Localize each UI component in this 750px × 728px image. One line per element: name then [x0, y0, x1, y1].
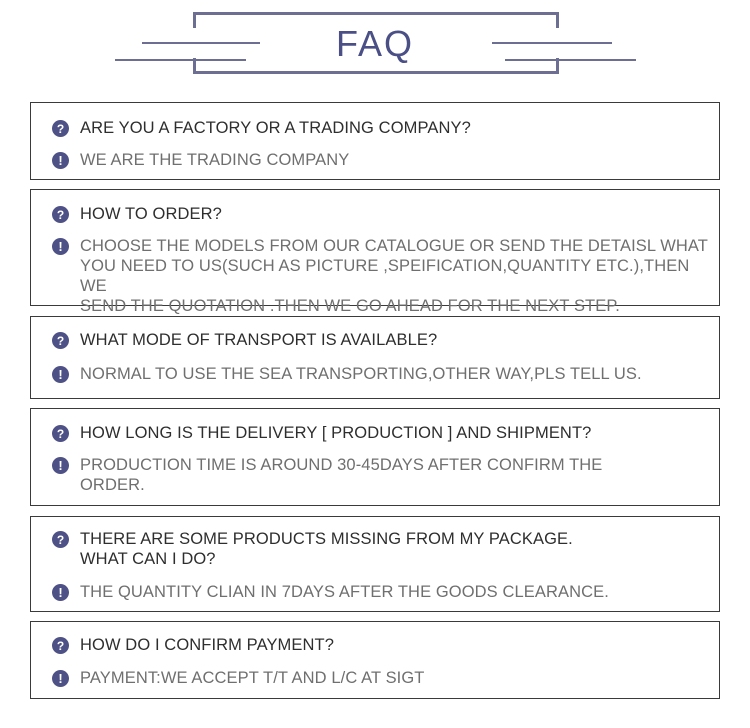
faq-question-row — [52, 529, 573, 569]
exclamation-circle-icon: ! — [52, 670, 69, 687]
faq-question-line: WHAT CAN I DO? — [80, 550, 216, 568]
faq-answer: THE QUANTITY CLIAN IN 7DAYS AFTER THE GOODS CLEARANCE. — [80, 583, 609, 601]
faq-answer-line: ORDER. — [80, 476, 145, 494]
faq-answer — [80, 236, 719, 316]
faq-question: WHAT MODE OF TRANSPORT IS AVAILABLE? — [80, 331, 438, 349]
faq-question-row — [52, 330, 437, 350]
faq-item-5 — [30, 516, 720, 612]
faq-question-row — [52, 118, 471, 138]
question-circle-icon: ? — [52, 120, 69, 137]
faq-answer-row — [52, 668, 424, 688]
faq-question — [80, 529, 573, 569]
faq-question-line: THERE ARE SOME PRODUCTS MISSING FROM MY PACKAGE. — [80, 530, 573, 548]
faq-question-row — [52, 204, 222, 224]
faq-answer: NORMAL TO USE THE SEA TRANSPORTING,OTHER WAY,PLS TELL US. — [80, 365, 642, 383]
exclamation-circle-icon: ! — [52, 238, 69, 255]
faq-question: HOW TO ORDER? — [80, 205, 222, 223]
faq-answer-row — [52, 582, 609, 602]
faq-answer-line: YOU NEED TO US(SUCH AS PICTURE ,SPEIFICATION,QUANTITY ETC.),THEN WE — [80, 257, 690, 295]
faq-answer-line: CHOOSE THE MODELS FROM OUR CATALOGUE OR SEND THE DETAISL WHAT — [80, 237, 708, 255]
faq-question: HOW DO I CONFIRM PAYMENT? — [80, 636, 334, 654]
page-title: FAQ — [335, 23, 415, 64]
faq-header — [0, 0, 750, 90]
question-circle-icon: ? — [52, 637, 69, 654]
faq-item-3 — [30, 316, 720, 399]
faq-item-4 — [30, 408, 720, 506]
exclamation-circle-icon: ! — [52, 457, 69, 474]
exclamation-circle-icon: ! — [52, 152, 69, 169]
faq-item-6 — [30, 621, 720, 699]
faq-answer: PAYMENT:WE ACCEPT T/T AND L/C AT SIGT — [80, 669, 425, 687]
faq-answer-row — [52, 236, 719, 316]
question-circle-icon: ? — [52, 531, 69, 548]
faq-question-row — [52, 635, 334, 655]
faq-question: HOW LONG IS THE DELIVERY [ PRODUCTION ] AND SHIPMENT? — [80, 424, 592, 442]
faq-question-row — [52, 423, 591, 443]
faq-answer-row — [52, 150, 349, 170]
exclamation-circle-icon: ! — [52, 366, 69, 383]
faq-answer — [80, 455, 602, 495]
question-circle-icon: ? — [52, 425, 69, 442]
question-circle-icon: ? — [52, 206, 69, 223]
exclamation-circle-icon: ! — [52, 584, 69, 601]
faq-question: ARE YOU A FACTORY OR A TRADING COMPANY? — [80, 119, 471, 137]
faq-answer-row — [52, 455, 602, 495]
faq-answer-line: PRODUCTION TIME IS AROUND 30-45DAYS AFTER CONFIRM THE — [80, 456, 603, 474]
faq-answer-line: SEND THE QUOTATION .THEN WE GO AHEAD FOR THE NEXT STEP. — [80, 297, 620, 315]
question-circle-icon: ? — [52, 332, 69, 349]
faq-item-1 — [30, 102, 720, 180]
faq-answer: WE ARE THE TRADING COMPANY — [80, 151, 350, 169]
faq-item-2 — [30, 189, 720, 315]
faq-answer-row — [52, 364, 642, 384]
